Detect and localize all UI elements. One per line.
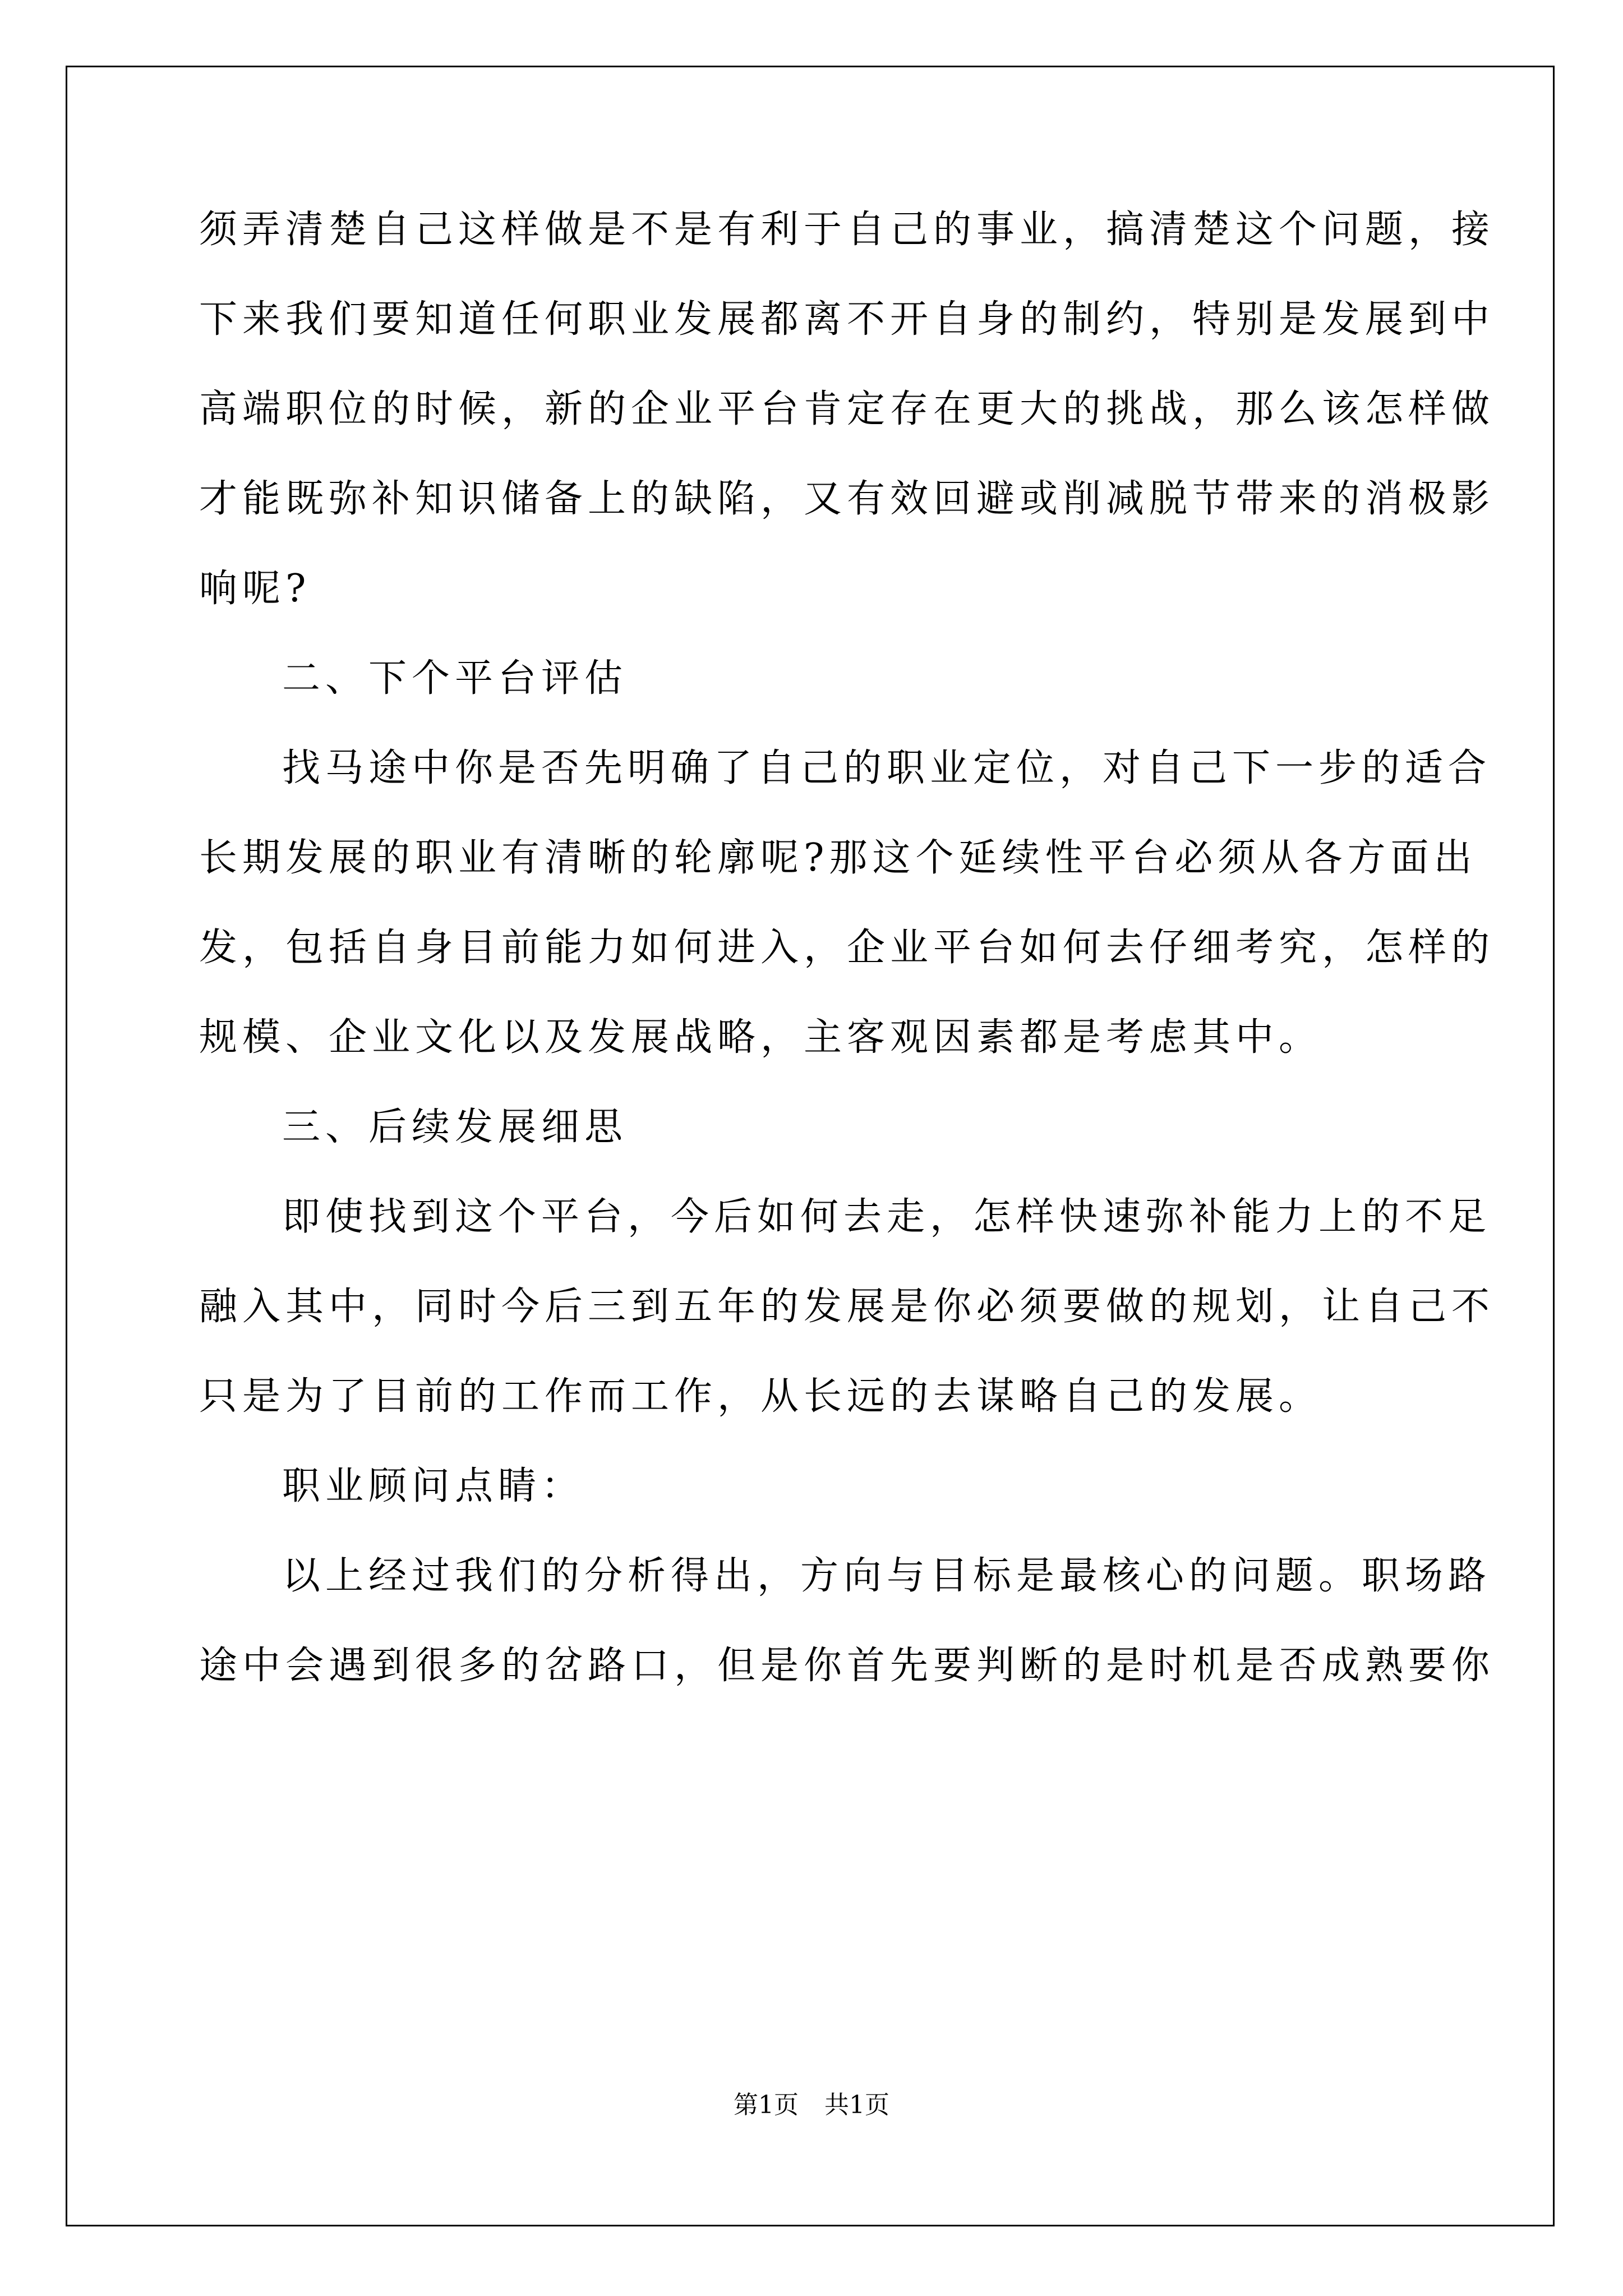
- paragraph-line: 融入其中，同时今后三到五年的发展是你必须要做的规划，让自己不: [199, 1285, 1495, 1329]
- paragraph-line: 才能既弥补知识储备上的缺陷，又有效回避或削减脱节带来的消极影: [199, 477, 1495, 521]
- paragraph-line: 规模、企业文化以及发展战略，主客观因素都是考虑其中。: [199, 1015, 1322, 1060]
- section-heading: 二、下个平台评估: [282, 656, 628, 701]
- paragraph-line: 以上经过我们的分析得出，方向与目标是最核心的问题。职场路: [282, 1554, 1492, 1598]
- paragraph-line: 发，包括自身目前能力如何进入，企业平台如何去仔细考究，怎样的: [199, 926, 1495, 970]
- paragraph-line: 途中会遇到很多的岔路口，但是你首先要判断的是时机是否成熟要你: [199, 1644, 1495, 1688]
- page-footer: [0, 2090, 1623, 2121]
- paragraph-line: 下来我们要知道任何职业发展都离不开自身的制约，特别是发展到中: [199, 297, 1495, 342]
- paragraph-line: 即使找到这个平台，今后如何去走，怎样快速弥补能力上的不足: [282, 1195, 1492, 1239]
- section-heading: 三、后续发展细思: [282, 1105, 628, 1149]
- paragraph-line: 须弄清楚自己这样做是不是有利于自己的事业，搞清楚这个问题，接: [199, 208, 1495, 252]
- paragraph-line: 长期发展的职业有清晰的轮廓呢?那这个延续性平台必须从各方面出: [199, 836, 1477, 880]
- paragraph-line: 高端职位的时候，新的企业平台肯定存在更大的挑战，那么该怎样做: [199, 387, 1495, 431]
- section-heading: 职业顾问点睛：: [282, 1464, 585, 1508]
- paragraph-line: 找马途中你是否先明确了自己的职业定位，对自己下一步的适合: [282, 746, 1492, 790]
- paragraph-line: 响呢?: [199, 567, 311, 611]
- page-total: 共1页: [824, 2091, 889, 2119]
- page-number: 第1页: [734, 2091, 799, 2119]
- paragraph-line: 只是为了目前的工作而工作，从长远的去谋略自己的发展。: [199, 1374, 1322, 1419]
